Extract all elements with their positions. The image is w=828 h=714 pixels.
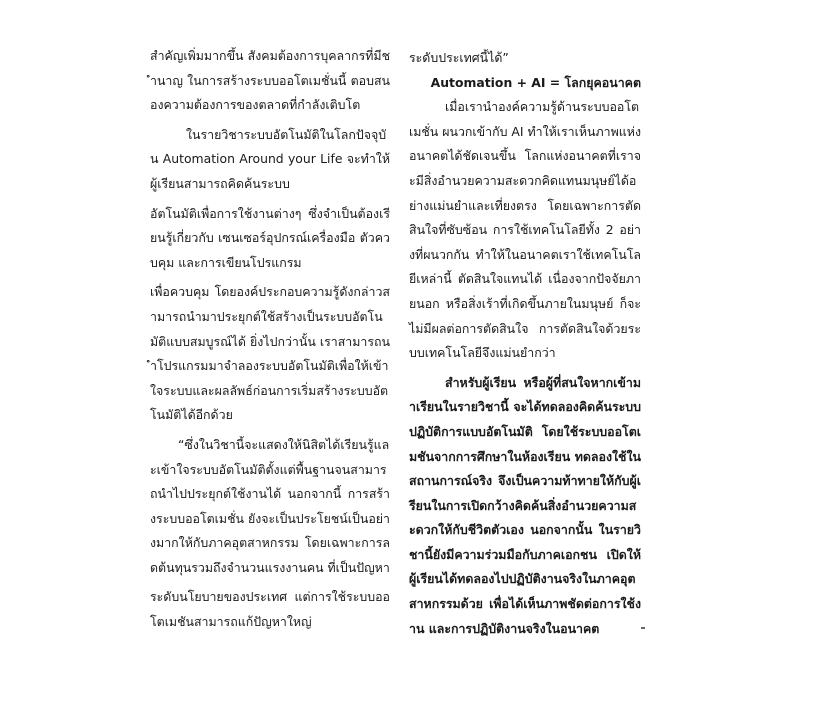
right-paragraph-2: เมื่อเรานำองค์ความรู้ด้านระบบออโตเมชั่น ผนวกเข้ากับ AI ทำให้เราเห็นภาพแห่งอนาคตได้ชัดเจนขึ้น โลกแห่งอนาคตที่เราจะมีสิ่งอำนวยความสะดวกคิดแทนมนุษย์ได้อย่างแม่นยำและเที่ยงตรง โดยเฉพาะการตัดสินใจที่ซับซ้อน การใช้เทคโนโลยีทั้ง 2 อย่างที่ผนวกกัน ทำให้ในอนาคตเราใช้เทคโนโลยีเหล่านี้ ตัดสินใจแทนได้ เนื่องจากปัจจัยภายนอก หรือสิ่งเร้าที่เกิดขึ้นภายในมนุษย์ ก็จะไม่มีผลต่อการตัดสินใจ การตัดสินใจด้วยระบบเทคโนโลยีจึงแม่นยำกว่า (409, 99, 642, 361)
left-paragraph-4: เพื่อควบคุม โดยองค์ประกอบความรู้ดังกล่าวสามารถนำมาประยุกต์ใช้สร้างเป็นระบบอัตโนมัติแบบสมบูรณ์ได้ ยิ่งไปกว่านั้น เราสามารถนำโปรแกรมมาจำลองระบบอัตโนมัติเพื่อให้เข้าใจระบบและผลลัพธ์ก่อนการเริ่มสร้างระบบอัตโนมัติได้อีกด้วย (150, 284, 390, 423)
section-heading: Automation + AI = โลกยุคอนาคต (430, 74, 641, 90)
left-paragraph-5: “ซึ่งในวิชานี้จะแสดงให้นิสิตได้เรียนรู้และเข้าใจระบบอัตโนมัติตั้งแต่พื้นฐานจนสามารถนำไปประยุกต์ใช้งานได้ นอกจากนี้ การสร้างระบบออโตเมชั่น ยังจะเป็นประโยชน์เป็นอย่างมากให้กับภาคอุตสาหกรรม โดยเฉพาะการลดต้นทุนรวมถึงจำนวนแรงงานคน ที่เป็นปัญหา (150, 436, 390, 575)
left-paragraph-2: ในรายวิชาระบบอัตโนมัติในโลกปัจจุบัน Automation Around your Life จะทำให้ผู้เรียนสามารถคิดค้นระบบ (150, 126, 390, 191)
left-paragraph-1: สำคัญเพิ่มมากขึ้น สังคมต้องการบุคลากรที่มีชำนาญ ในการสร้างระบบออโตเมชั่นนี้ ตอบสนองความต้องการของตลาดที่กำลังเติบโต (150, 48, 390, 113)
dash-mark (641, 627, 645, 629)
left-paragraph-3: อัตโนมัติเพื่อการใช้งานต่างๆ ซึ่งจำเป็นต้องเรียนรู้เกี่ยวกับ เซนเซอร์อุปกรณ์เครื่องมือ ตัวควบคุม และการเขียนโปรแกรม (150, 205, 390, 270)
left-column (150, 44, 390, 635)
right-paragraph-1: ระดับประเทศนี้ได้” (409, 50, 509, 65)
left-paragraph-6: ระดับนโยบายของประเทศ แต่การใช้ระบบออโตเมชันสามารถแก้ปัญหาใหญ่ (150, 589, 390, 630)
right-paragraph-3: สำหรับผู้เรียน หรือผู้ที่สนใจหากเข้ามาเรียนในรายวิชานี้ จะได้ทดลองคิดค้นระบบปฏิบัติการแบบอัตโนมัติ โดยใช้ระบบออโตเมชันจากการศึกษาในห้องเรียน ทดลองใช้ในสถานการณ์จริง จึงเป็นความท้าทายให้กับผู้เรียนในการเปิดกว้างคิดค้นสิ่งอำนวยความสะดวกให้กับชีวิตตัวเอง นอกจากนั้น ในรายวิชานี้ยังมีความร่วมมือกับภาคเอกชน เปิดให้ผู้เรียนได้ทดลองไปปฏิบัติงานจริงในภาคอุตสาหกรรมด้วย เพื่อได้เห็นภาพชัดต่อการใช้งาน และการปฏิบัติงานจริงในอนาคต (409, 374, 641, 636)
right-column (409, 46, 641, 641)
